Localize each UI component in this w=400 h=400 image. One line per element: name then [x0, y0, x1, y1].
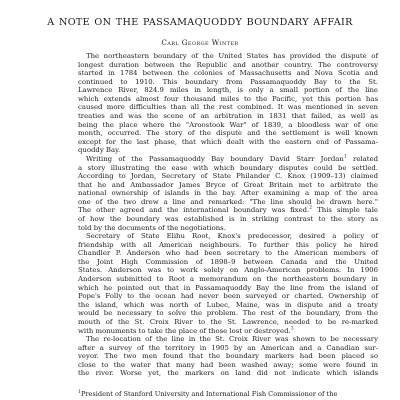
body-line: told by the documents of the negotiations.	[78, 223, 226, 232]
body-line: longest duration between the Republic and another country. The controversy	[78, 60, 378, 69]
body-line: the island, which was north of Lubec, Maine, was in dispute and a treaty	[78, 300, 378, 309]
body-line: Chandler P. Anderson who had been secretary to the American members of	[78, 249, 378, 258]
body-line: mouth of the St. Croix River to the St. Lawrence, needed to be re-marked	[78, 317, 378, 326]
body-line: national ownership of islands in the bay. After examining a map of the area	[78, 189, 378, 198]
footnote-text: President of Stanford University and International Fish Commissioner of the	[80, 390, 338, 398]
body-line: treaties and was the scene of an arbitration in 1831 that failed, as well as	[78, 112, 378, 121]
body-line: Lawrence River, 824.9 miles in length, is only a small portion of the line	[78, 86, 378, 95]
body-line: being the place where the "Aroostook War" of 1839, a bloodless war of one	[78, 120, 378, 129]
body-line: The northeastern boundary of the United States has provided the dispute of	[86, 52, 378, 60]
body-line: continued to 1910. This boundary from Passamaquoddy Bay to the St.	[78, 77, 378, 86]
footnote-mark: 3	[290, 326, 294, 332]
body-line: The re-location of the line in the St. Croix River was shown to be necessary	[86, 335, 378, 344]
body-line: veyor. The two men found that the boundary markers had been placed so	[78, 352, 378, 361]
article-title: A NOTE ON THE PASSAMAQUODDY BOUNDARY AFFAIR	[47, 17, 353, 28]
body-line: Writing of the Passamaquoddy Bay boundary David Starr Jordan$^1$ related	[86, 154, 378, 163]
article-body	[78, 52, 378, 378]
body-line: the Joint High Commission of 1898–9 between Canada and the United	[78, 257, 378, 266]
body-line: except for the last phase, that which dealt with the eastern end of Passama-	[78, 137, 378, 146]
body-line: quoddy Bay.	[78, 146, 121, 155]
footnote-mark: 1	[78, 389, 81, 395]
body-line: Pope's Folly to the ocean had never been surveyed or charted. Ownership of	[78, 292, 378, 301]
body-line: Anderson submitted to Root a memorandum on the northeastern boundary in	[78, 275, 378, 284]
footnote-mark: 2	[309, 206, 313, 212]
body-line: which he pointed out that in Passamaquoddy Bay the line from the island of	[78, 283, 378, 292]
body-line: would be necessary to solve the problem. The rest of the boundary, from the	[78, 309, 378, 318]
body-line: caused more difficulties than all the rest combined. It was mentioned in seven	[78, 103, 378, 112]
footnote	[78, 390, 378, 398]
body-line: one of the two drew a line and remarked: "The line should be drawn here."	[78, 197, 378, 206]
body-line: after a survey of the territory in 1905 by an American and a Canadian sur-	[78, 343, 378, 352]
body-line: the river. Worse yet, the markers on land did not indicate which islands	[78, 369, 378, 378]
body-line: Secretary of State Elihu Root, Knox's predecessor, desired a policy of	[86, 232, 378, 241]
body-line: with monuments to take the place of those lost or destroyed.$^3$	[78, 326, 294, 335]
body-line: started in 1784 between the colonies of Massachusetts and Nova Scotia and	[78, 69, 378, 78]
body-line: The other agreed and the international boundary was fixed.$^2$ This simple tale	[78, 206, 378, 215]
body-line: that he and Ambassador James Bryce of Great Britain met to arbitrate the	[78, 180, 378, 189]
body-line: close to the water that many had been washed away; some were found in	[78, 360, 378, 369]
body-line: friendship with all American neighbours. To further this policy he hired	[78, 240, 378, 249]
body-line: month, occurred. The story of the dispute and the settlement is well known	[78, 129, 378, 138]
body-line: States. Anderson was to work solely on Anglo-American problems. In 1906	[78, 266, 378, 275]
body-line: According to Jordan, Secretary of State Philander C. Knox (1909–13) claimed	[78, 172, 378, 181]
body-line: a story illustrating the ease with which boundary disputes could be settled.	[78, 163, 378, 172]
body-line: which extends almost four thousand miles to the Pacific, yet this portion has	[78, 94, 378, 103]
footnote-mark: 1	[343, 154, 347, 160]
body-line: of how the boundary was established is in striking contrast to the story as	[78, 214, 378, 223]
article-author: Carl George Winter	[161, 38, 239, 47]
